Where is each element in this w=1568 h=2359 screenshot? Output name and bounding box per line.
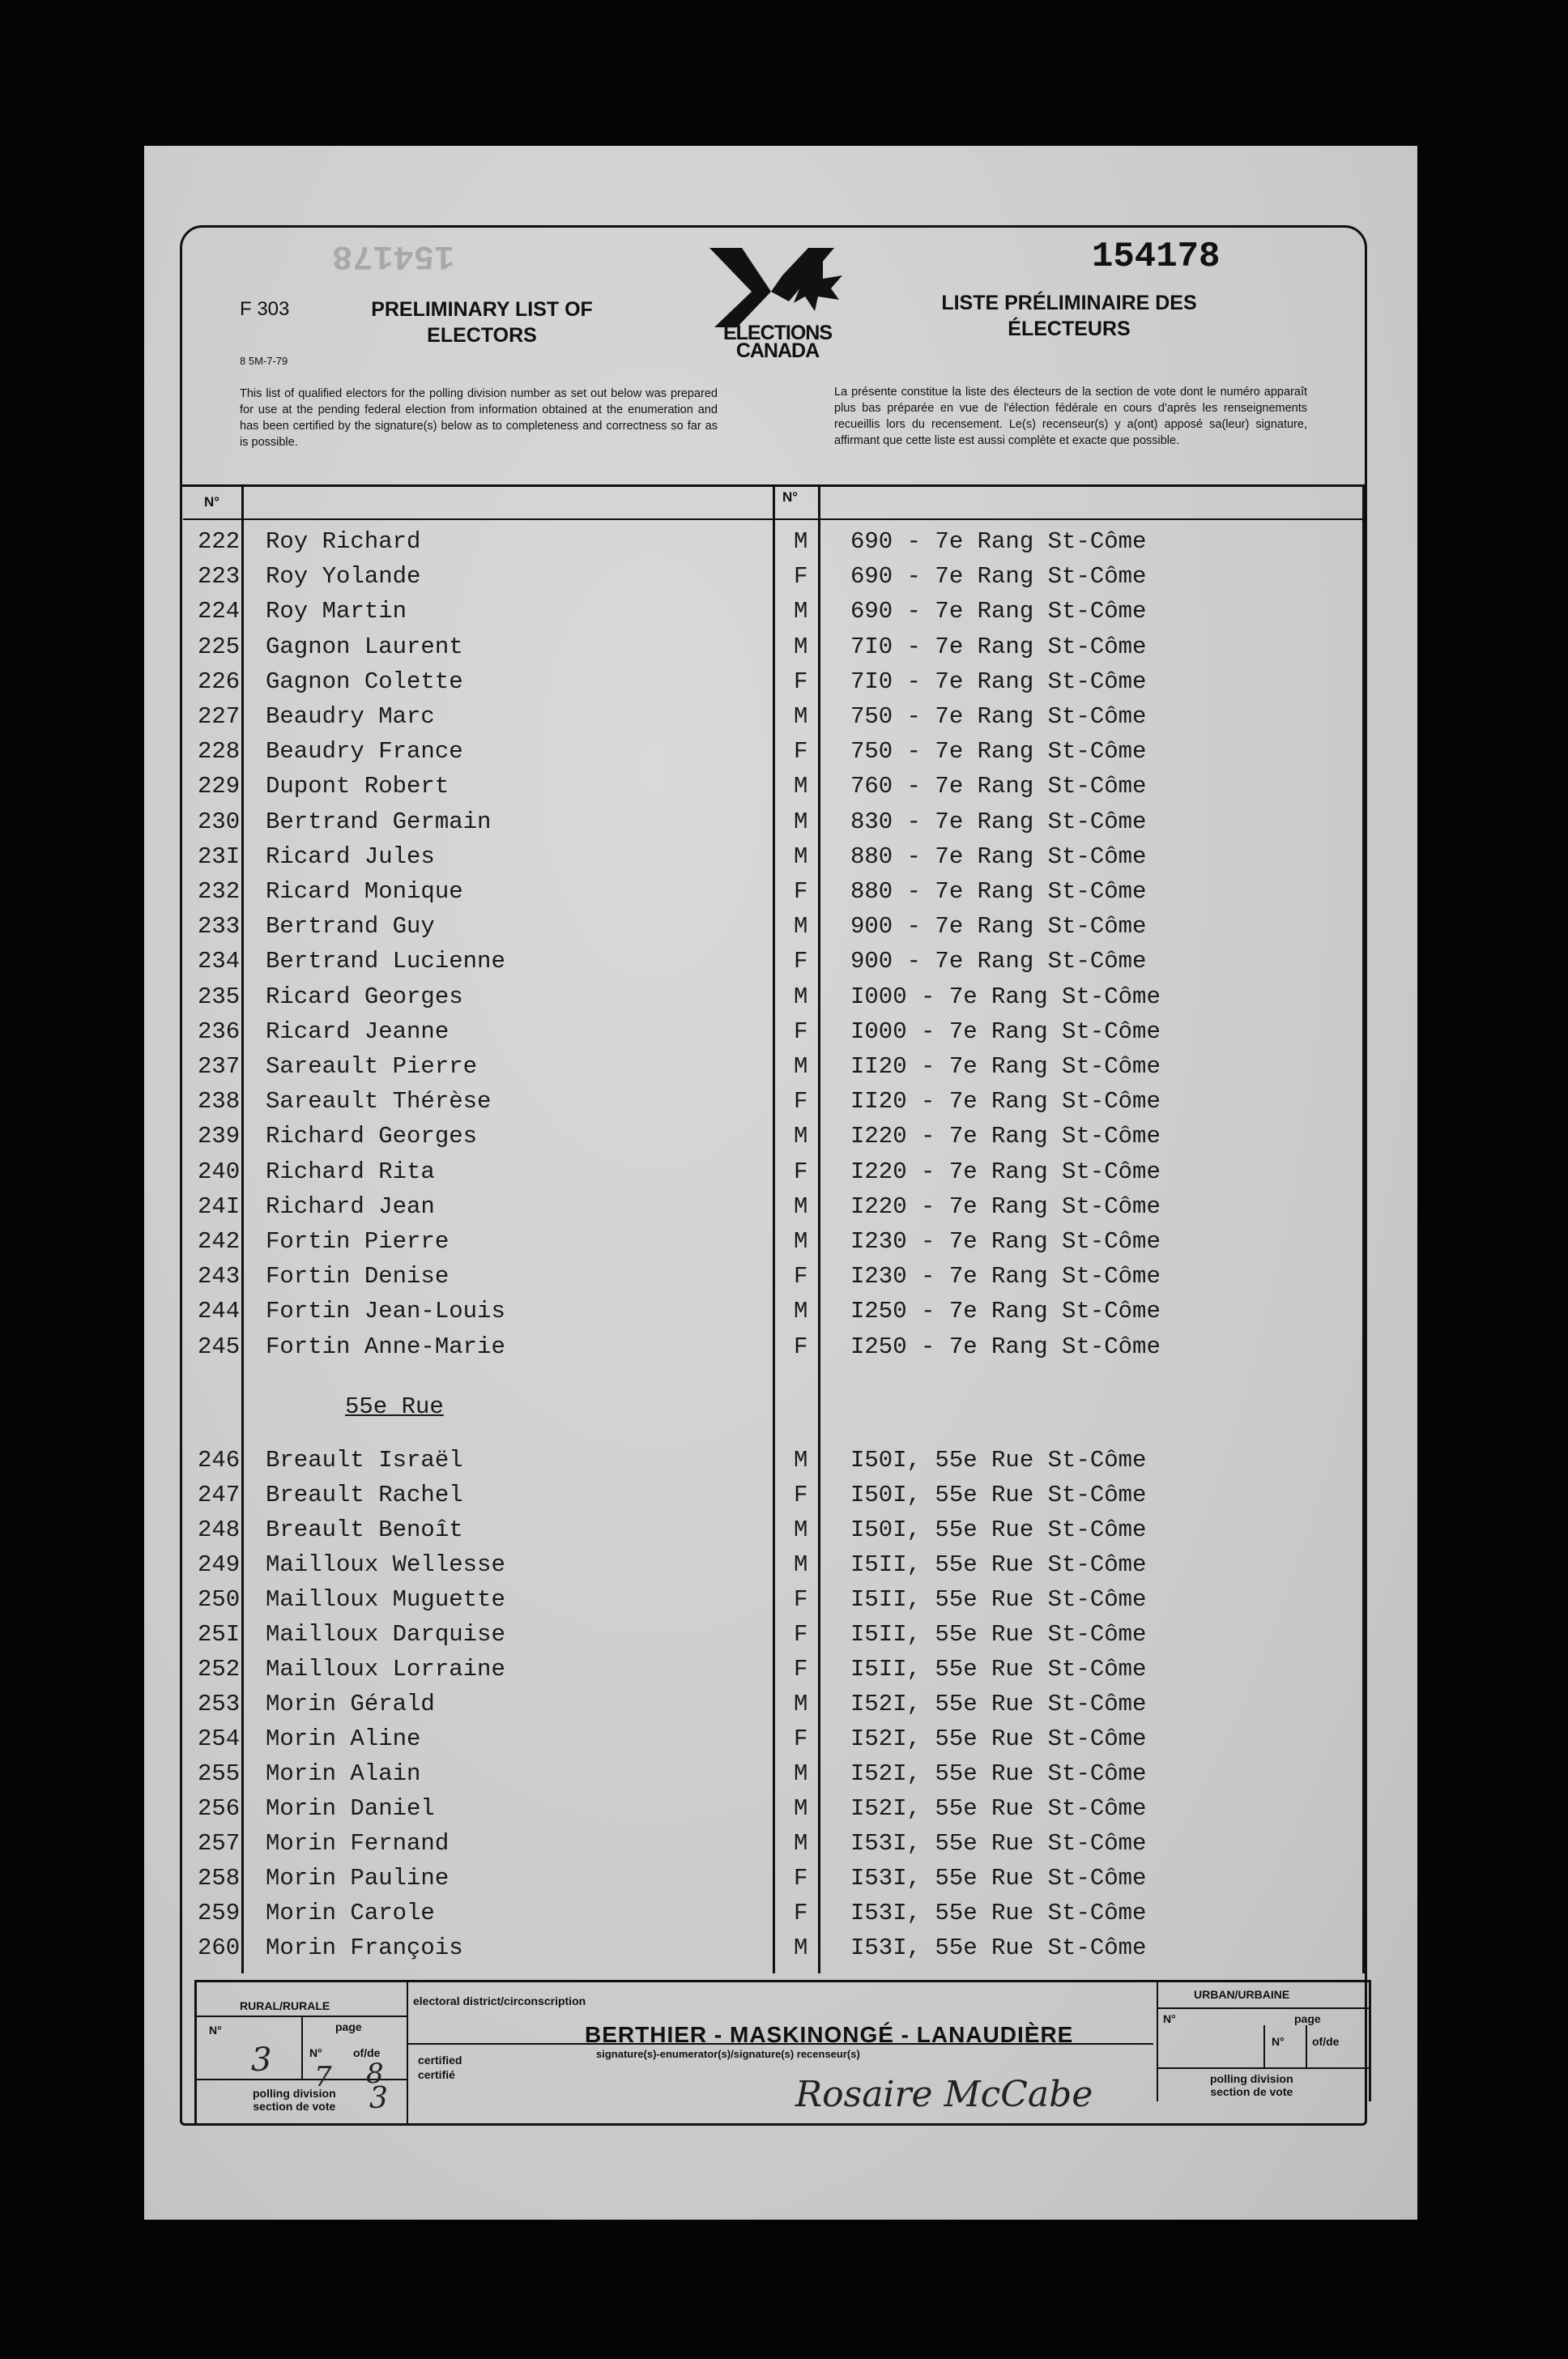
title-en-line2: ELECTORS — [427, 324, 537, 347]
elector-name: Gagnon Colette — [266, 668, 463, 695]
elector-row — [0, 773, 1568, 808]
serial-number: 154178 — [1092, 237, 1221, 277]
urban-no-label: N° — [1163, 2012, 1176, 2025]
elector-address: I5II, 55e Rue St-Côme — [850, 1656, 1147, 1683]
elector-row — [0, 528, 1568, 563]
elector-row — [0, 1123, 1568, 1158]
district-value: BERTHIER - MASKINONGÉ - LANAUDIÈRE — [585, 2022, 1074, 2047]
elector-row — [0, 1158, 1568, 1193]
elector-sex: F — [794, 1158, 808, 1185]
elector-address: I220 - 7e Rang St-Côme — [850, 1193, 1161, 1220]
elector-address: I250 - 7e Rang St-Côme — [850, 1333, 1161, 1360]
elector-row — [0, 1447, 1568, 1482]
elector-number: 243 — [198, 1263, 241, 1290]
page-no-value: 7 — [314, 2061, 332, 2093]
elector-name: Richard Jean — [266, 1193, 435, 1220]
elector-number: 249 — [198, 1551, 241, 1578]
elector-sex: M — [794, 1551, 808, 1578]
elector-row — [0, 1760, 1568, 1795]
elector-row — [0, 1935, 1568, 1969]
footer-urban-rule-2 — [1158, 2067, 1369, 2069]
elector-sex: M — [794, 1516, 808, 1543]
title-fr-line2: ÉLECTEURS — [1008, 318, 1131, 340]
elector-name: Ricard Georges — [266, 983, 463, 1010]
elector-number: 235 — [198, 983, 241, 1010]
elector-number: 223 — [198, 563, 241, 590]
elector-number: 228 — [198, 738, 241, 765]
elector-number: 226 — [198, 668, 241, 695]
elector-sex: M — [794, 598, 808, 625]
elector-row — [0, 1018, 1568, 1053]
elector-row — [0, 1795, 1568, 1830]
urban-polling-division-label — [1210, 2072, 1293, 2098]
elector-address: 880 - 7e Rang St-Côme — [850, 878, 1147, 905]
elector-sex: M — [794, 1298, 808, 1325]
elector-row — [0, 1053, 1568, 1088]
rural-label: RURAL/RURALE — [240, 1999, 330, 2012]
elector-number: 233 — [198, 913, 241, 940]
elector-row — [0, 1900, 1568, 1935]
elector-sex: F — [794, 1726, 808, 1752]
urban-page-divider — [1263, 2025, 1265, 2067]
elector-name: Ricard Jeanne — [266, 1018, 450, 1045]
elector-row — [0, 598, 1568, 633]
elector-address: I50I, 55e Rue St-Côme — [850, 1482, 1147, 1508]
rural-page-label: page — [335, 2020, 362, 2033]
elector-address: 7I0 - 7e Rang St-Côme — [850, 668, 1147, 695]
elector-number: 222 — [198, 528, 241, 555]
elector-row — [0, 703, 1568, 738]
elector-sex: M — [794, 1935, 808, 1961]
elector-sex: M — [794, 843, 808, 870]
polling-division-value: 3 — [369, 2082, 388, 2115]
elector-name: Morin Daniel — [266, 1795, 435, 1822]
elector-name: Roy Martin — [266, 598, 407, 625]
elector-name: Morin Aline — [266, 1726, 421, 1752]
elector-sex: F — [794, 738, 808, 765]
elector-name: Richard Rita — [266, 1158, 435, 1185]
elector-sex: M — [794, 528, 808, 555]
elector-name: Richard Georges — [266, 1123, 478, 1150]
footer-left-border — [194, 1980, 197, 2126]
elector-address: I000 - 7e Rang St-Côme — [850, 983, 1161, 1010]
elector-address: 690 - 7e Rang St-Côme — [850, 563, 1147, 590]
elector-row — [0, 1193, 1568, 1228]
elector-address: 880 - 7e Rang St-Côme — [850, 843, 1147, 870]
elector-name: Fortin Pierre — [266, 1228, 450, 1255]
elector-sex: M — [794, 1228, 808, 1255]
header-no-right: N° — [782, 489, 799, 505]
elector-row — [0, 843, 1568, 878]
elector-name: Morin François — [266, 1935, 463, 1961]
page-of-value: 8 — [366, 2058, 384, 2090]
elector-address: I52I, 55e Rue St-Côme — [850, 1795, 1147, 1822]
elector-address: 760 - 7e Rang St-Côme — [850, 773, 1147, 800]
intro-french: La présente constitue la liste des électeurs de la section de vote dont le numéro apparaît plus bas préparée en vue de l'élection fédérale en cours d'après les renseignements recueillis lors du recensement. Le(s) recenseur(s) y a(ont) apposé sa(leur) signature, affirmant que cette liste est aussi complète et exacte que possible. — [834, 386, 1307, 447]
elector-address: I52I, 55e Rue St-Côme — [850, 1760, 1147, 1787]
elector-row — [0, 633, 1568, 668]
elector-number: 242 — [198, 1228, 241, 1255]
elector-number: 256 — [198, 1795, 241, 1822]
elector-row — [0, 808, 1568, 843]
footer-right-border — [1369, 1980, 1371, 2101]
elector-number: 248 — [198, 1516, 241, 1543]
elector-number: 227 — [198, 703, 241, 730]
footer-no-divider — [301, 2017, 303, 2079]
elector-row — [0, 738, 1568, 773]
rural-page-of-label: of/de — [353, 2046, 381, 2059]
elector-sex: F — [794, 1621, 808, 1648]
elector-number: 237 — [198, 1053, 241, 1080]
elector-row — [0, 1333, 1568, 1368]
elector-sex: M — [794, 633, 808, 660]
elector-address: I220 - 7e Rang St-Côme — [850, 1123, 1161, 1150]
elector-number: 250 — [198, 1586, 241, 1613]
elector-name: Roy Richard — [266, 528, 421, 555]
elector-sex: M — [794, 808, 808, 835]
urban-page-of-label: of/de — [1312, 2035, 1340, 2048]
elector-number: 252 — [198, 1656, 241, 1683]
elector-name: Bertrand Guy — [266, 913, 435, 940]
elector-number: 239 — [198, 1123, 241, 1150]
signature-label: signature(s)-enumerator(s)/signature(s) recenseur(s) — [596, 2048, 860, 2060]
polling-division-label — [253, 2087, 336, 2113]
title-english — [348, 296, 616, 348]
polling-division-label-en: polling division — [253, 2087, 336, 2100]
elector-name: Morin Gérald — [266, 1691, 435, 1717]
elector-name: Beaudry France — [266, 738, 463, 765]
polling-division-label-fr: section de vote — [253, 2100, 336, 2113]
enumerator-signature: Rosaire McCabe — [795, 2074, 1093, 2115]
elector-name: Mailloux Lorraine — [266, 1656, 505, 1683]
elector-address: 900 - 7e Rang St-Côme — [850, 948, 1147, 975]
district-label: electoral district/circonscription — [413, 1994, 586, 2007]
elector-number: 259 — [198, 1900, 241, 1926]
elector-name: Fortin Denise — [266, 1263, 450, 1290]
elector-sex: M — [794, 1795, 808, 1822]
elector-sex: F — [794, 1263, 808, 1290]
urban-pd-label-en: polling division — [1210, 2072, 1293, 2085]
rural-page-no-label: N° — [309, 2046, 322, 2059]
elector-name: Morin Pauline — [266, 1865, 450, 1892]
footer-urban-divider — [1157, 1980, 1158, 2101]
elector-row — [0, 668, 1568, 703]
elector-sex: F — [794, 878, 808, 905]
elector-address: II20 - 7e Rang St-Côme — [850, 1088, 1161, 1115]
elector-sex: F — [794, 1900, 808, 1926]
elector-name: Gagnon Laurent — [266, 633, 463, 660]
certified-label-fr: certifié — [418, 2068, 455, 2081]
elector-address: 750 - 7e Rang St-Côme — [850, 703, 1147, 730]
elector-address: 750 - 7e Rang St-Côme — [850, 738, 1147, 765]
elector-number: 245 — [198, 1333, 241, 1360]
elector-name: Beaudry Marc — [266, 703, 435, 730]
urban-page-no-label: N° — [1272, 2035, 1285, 2048]
certified-label — [418, 2053, 462, 2082]
elector-sex: M — [794, 1123, 808, 1150]
elector-address: II20 - 7e Rang St-Côme — [850, 1053, 1161, 1080]
elector-sex: F — [794, 563, 808, 590]
title-en-line1: PRELIMINARY LIST OF — [371, 298, 593, 321]
elector-number: 224 — [198, 598, 241, 625]
header-no-left: N° — [204, 494, 220, 510]
elector-row — [0, 1263, 1568, 1298]
elector-number: 232 — [198, 878, 241, 905]
elector-number: 258 — [198, 1865, 241, 1892]
elector-name: Fortin Anne-Marie — [266, 1333, 505, 1360]
elector-name: Roy Yolande — [266, 563, 421, 590]
logo-wordmark — [705, 324, 850, 360]
elector-number: 23I — [198, 843, 241, 870]
urban-pd-label-fr: section de vote — [1210, 2085, 1293, 2098]
elector-name: Bertrand Germain — [266, 808, 492, 835]
elector-row — [0, 1298, 1568, 1333]
elector-row — [0, 913, 1568, 948]
elector-address: I250 - 7e Rang St-Côme — [850, 1298, 1161, 1325]
elector-name: Dupont Robert — [266, 773, 450, 800]
elector-name: Breault Israël — [266, 1447, 463, 1474]
elector-name: Breault Benoît — [266, 1516, 463, 1543]
elector-name: Mailloux Wellesse — [266, 1551, 505, 1578]
elector-row — [0, 1621, 1568, 1656]
logo-line1: ELECTIONS — [722, 322, 833, 344]
elector-address: I000 - 7e Rang St-Côme — [850, 1018, 1161, 1045]
elector-sex: F — [794, 1333, 808, 1360]
footer-rural-divider — [407, 1980, 408, 2126]
elector-address: 690 - 7e Rang St-Côme — [850, 598, 1147, 625]
elector-name: Sareault Pierre — [266, 1053, 478, 1080]
elector-address: I230 - 7e Rang St-Côme — [850, 1228, 1161, 1255]
elector-address: I5II, 55e Rue St-Côme — [850, 1551, 1147, 1578]
elector-address: I220 - 7e Rang St-Côme — [850, 1158, 1161, 1185]
elector-address: I53I, 55e Rue St-Côme — [850, 1865, 1147, 1892]
elector-address: 7I0 - 7e Rang St-Côme — [850, 633, 1147, 660]
elector-name: Morin Fernand — [266, 1830, 450, 1857]
elector-row — [0, 1830, 1568, 1865]
elector-sex: M — [794, 1447, 808, 1474]
elector-row — [0, 563, 1568, 598]
elector-sex: F — [794, 668, 808, 695]
elector-address: I53I, 55e Rue St-Côme — [850, 1935, 1147, 1961]
elector-sex: M — [794, 1053, 808, 1080]
elector-number: 254 — [198, 1726, 241, 1752]
elector-address: 830 - 7e Rang St-Côme — [850, 808, 1147, 835]
elector-sex: M — [794, 1193, 808, 1220]
elector-name: Bertrand Lucienne — [266, 948, 505, 975]
elector-row — [0, 1228, 1568, 1263]
elector-row — [0, 983, 1568, 1018]
urban-label: URBAN/URBAINE — [1194, 1988, 1290, 2001]
form-code: F 303 — [240, 298, 290, 320]
urban-of-divider — [1306, 2025, 1307, 2067]
elector-address: 690 - 7e Rang St-Côme — [850, 528, 1147, 555]
elector-address: I5II, 55e Rue St-Côme — [850, 1621, 1147, 1648]
elector-number: 247 — [198, 1482, 241, 1508]
elector-row — [0, 1551, 1568, 1586]
urban-page-label: page — [1294, 2012, 1321, 2025]
intro-english: This list of qualified electors for the polling division number as set out below was prepared for use at the pending federal election from information obtained at the enumeration and has been certified by the signature(s) below as to completeness and correctness so far as is possible. — [240, 387, 718, 449]
elector-sex: F — [794, 1865, 808, 1892]
elector-row — [0, 1865, 1568, 1900]
elector-name: Fortin Jean-Louis — [266, 1298, 505, 1325]
elector-sex: M — [794, 1691, 808, 1717]
title-fr-line1: LISTE PRÉLIMINAIRE DES — [941, 292, 1197, 314]
table-header-rule — [183, 518, 1367, 520]
elector-row — [0, 1516, 1568, 1551]
elector-number: 25I — [198, 1621, 241, 1648]
elector-sex: F — [794, 1018, 808, 1045]
elector-row — [0, 1726, 1568, 1760]
elector-row — [0, 1656, 1568, 1691]
logo-line2: CANADA — [735, 339, 820, 362]
elector-row — [0, 1088, 1568, 1123]
serial-number-faint: 154178 — [332, 237, 455, 275]
elector-row — [0, 1691, 1568, 1726]
elector-name: Morin Carole — [266, 1900, 435, 1926]
elector-name: Sareault Thérèse — [266, 1088, 492, 1115]
elector-address: 900 - 7e Rang St-Côme — [850, 913, 1147, 940]
elector-number: 240 — [198, 1158, 241, 1185]
elector-number: 257 — [198, 1830, 241, 1857]
elector-number: 238 — [198, 1088, 241, 1115]
elector-name: Mailloux Darquise — [266, 1621, 505, 1648]
elector-sex: F — [794, 1586, 808, 1613]
elector-number: 246 — [198, 1447, 241, 1474]
elector-name: Ricard Jules — [266, 843, 435, 870]
elector-number: 225 — [198, 633, 241, 660]
elector-sex: F — [794, 1656, 808, 1683]
elector-address: I50I, 55e Rue St-Côme — [850, 1447, 1147, 1474]
elector-sex: M — [794, 913, 808, 940]
elector-name: Ricard Monique — [266, 878, 463, 905]
elector-sex: M — [794, 703, 808, 730]
elector-number: 230 — [198, 808, 241, 835]
footer-top-rule — [194, 1980, 1370, 1982]
elector-number: 260 — [198, 1935, 241, 1961]
section-heading: 55e Rue — [345, 1393, 444, 1420]
elector-address: I53I, 55e Rue St-Côme — [850, 1900, 1147, 1926]
elector-row — [0, 878, 1568, 913]
certified-label-en: certified — [418, 2054, 462, 2067]
elector-row — [0, 1586, 1568, 1621]
elector-number: 253 — [198, 1691, 241, 1717]
elector-address: I53I, 55e Rue St-Côme — [850, 1830, 1147, 1857]
elector-sex: M — [794, 983, 808, 1010]
elector-number: 24I — [198, 1193, 241, 1220]
elector-name: Morin Alain — [266, 1760, 421, 1787]
elector-sex: F — [794, 1088, 808, 1115]
form-date: 8 5M-7-79 — [240, 355, 288, 367]
elector-sex: M — [794, 1760, 808, 1787]
elector-sex: M — [794, 773, 808, 800]
elector-name: Breault Rachel — [266, 1482, 463, 1508]
elector-address: I52I, 55e Rue St-Côme — [850, 1726, 1147, 1752]
elector-number: 244 — [198, 1298, 241, 1325]
elector-number: 229 — [198, 773, 241, 800]
elector-row — [0, 1482, 1568, 1516]
elector-address: I50I, 55e Rue St-Côme — [850, 1516, 1147, 1543]
title-french — [923, 290, 1215, 342]
elector-address: I5II, 55e Rue St-Côme — [850, 1586, 1147, 1613]
elector-address: I52I, 55e Rue St-Côme — [850, 1691, 1147, 1717]
elector-number: 234 — [198, 948, 241, 975]
rural-no-value: 3 — [251, 2041, 272, 2079]
footer-urban-rule — [1158, 2007, 1369, 2009]
elector-row — [0, 948, 1568, 983]
elector-sex: M — [794, 1830, 808, 1857]
elector-number: 236 — [198, 1018, 241, 1045]
elector-sex: F — [794, 948, 808, 975]
elector-address: I230 - 7e Rang St-Côme — [850, 1263, 1161, 1290]
elector-sex: F — [794, 1482, 808, 1508]
rural-no-label: N° — [209, 2024, 222, 2037]
elector-name: Mailloux Muguette — [266, 1586, 505, 1613]
elector-number: 255 — [198, 1760, 241, 1787]
